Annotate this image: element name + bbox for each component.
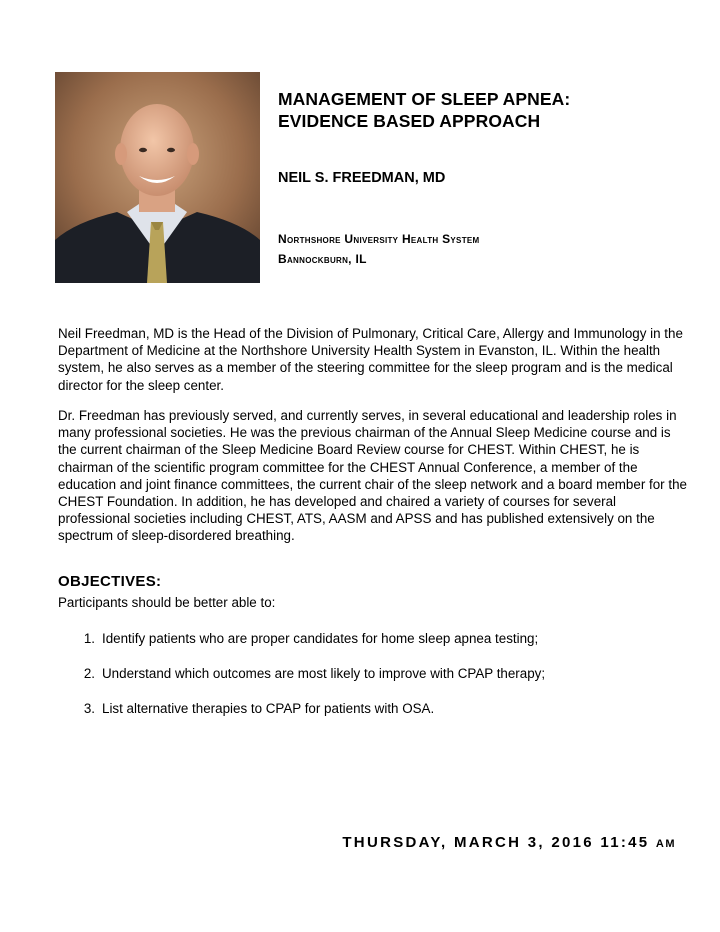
objective-item: [58, 700, 678, 717]
objectives-list: [58, 630, 678, 735]
objective-text: List alternative therapies to CPAP for patients with OSA.: [102, 701, 435, 716]
event-ampm: AM: [655, 838, 676, 850]
speaker-portrait-illustration: [55, 72, 260, 283]
title-line-2: EVIDENCE BASED APPROACH: [278, 111, 541, 131]
objective-number: 3.: [83, 701, 95, 716]
organization: Northshore University Health System: [278, 232, 480, 246]
speaker-name: NEIL S. FREEDMAN, MD: [278, 170, 446, 186]
event-datetime: [342, 834, 676, 851]
event-date-time: THURSDAY, MARCH 3, 2016 11:45: [342, 834, 650, 851]
bio-paragraph-2: Dr. Freedman has previously served, and currently serves, in several educational and leadership roles in many professional societies. He was the previous chairman of the Annual Sleep Medicine course and is the current chairman of the Sleep Medicine Board Review course for CHEST. Within CHEST, he is chairman of the scientific program committee for the CHEST Annual Conference, a member of the education and joint finance committees, the current chair of the sleep network and a board member for the CHEST Foundation. In addition, he has developed and chaired a variety of courses for several professional societies including CHEST, ATS, AASM and APSS and has published extensively on the spectrum of sleep-disordered breathing.: [58, 408, 687, 544]
objective-number: 2.: [83, 666, 95, 681]
objective-item: [58, 630, 678, 647]
location: Bannockburn, IL: [278, 252, 367, 266]
title-block: [278, 88, 698, 132]
objective-number: 1.: [83, 631, 95, 646]
bio-paragraph-1: Neil Freedman, MD is the Head of the Division of Pulmonary, Critical Care, Allergy and Immunology in the Department of Medicine at the Northshore University Health System in Evanston, IL. Within the health system, he also serves as a member of the steering committee for the sleep program and is the medical director for the sleep center.: [58, 326, 683, 393]
objectives-intro: Participants should be better able to:: [58, 595, 276, 610]
objective-text: Identify patients who are proper candidates for home sleep apnea testing;: [102, 631, 539, 646]
speaker-photo: [55, 72, 260, 283]
objective-item: [58, 665, 678, 682]
title-line-1: MANAGEMENT OF SLEEP APNEA:: [278, 89, 571, 109]
objectives-heading: OBJECTIVES:: [58, 573, 162, 590]
objective-text: Understand which outcomes are most likely to improve with CPAP therapy;: [102, 666, 546, 681]
